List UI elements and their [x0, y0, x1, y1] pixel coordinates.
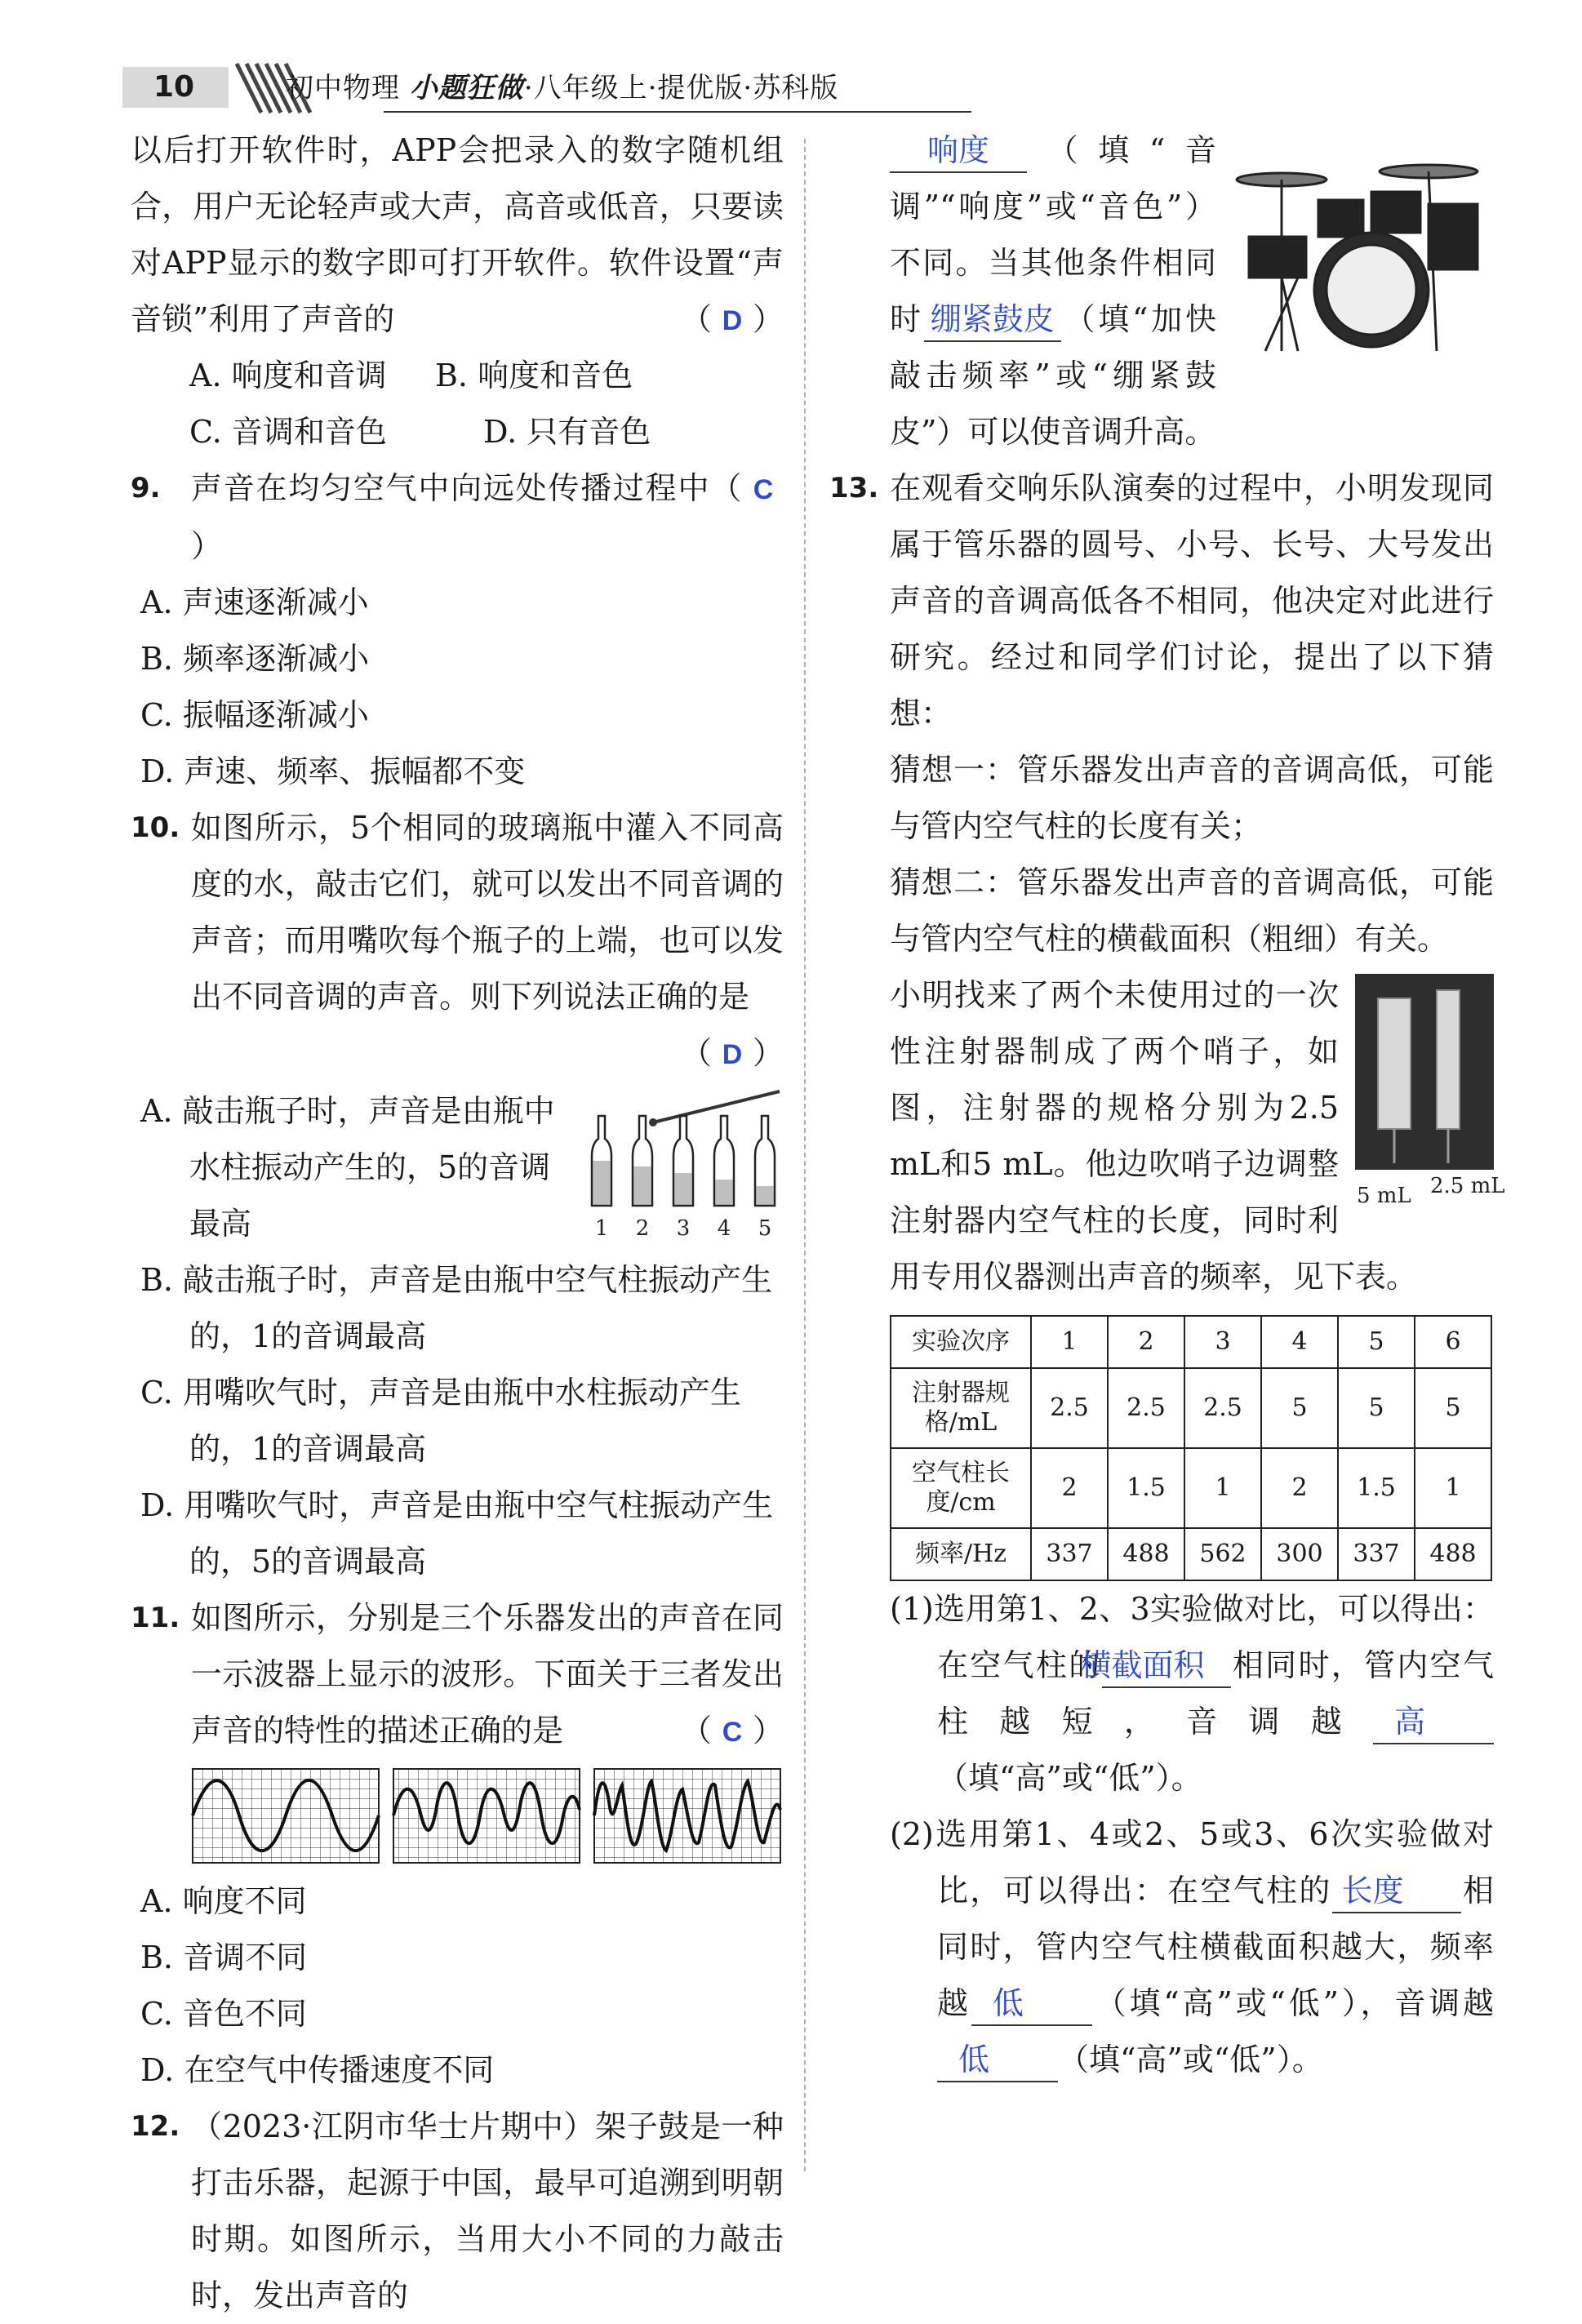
- q10-option-d: D. 用嘴吹气时，声音是由瓶中空气柱振动产生的，5的音调最高: [140, 1487, 774, 1580]
- q11-number: 11.: [131, 1602, 180, 1634]
- right-column: [829, 122, 1505, 2088]
- bottle-label-4: 4: [717, 1216, 731, 1241]
- q13-sub2-text-c: （填“高”或“低”），音调越: [1091, 1985, 1494, 2021]
- table-cell: 3: [1184, 1316, 1261, 1368]
- question-13: [829, 460, 1505, 2088]
- q13-syringe-block: [890, 967, 1505, 1305]
- q11-option-d: D. 在空气中传播速度不同: [140, 2052, 495, 2088]
- experiment-table: [890, 1315, 1492, 1581]
- syringes-figure: [1355, 974, 1505, 1211]
- left-column: [131, 122, 784, 2324]
- q13-number: 13.: [829, 472, 879, 504]
- q12-stem-part3: （填“加快敲击频率”或“绷紧鼓皮”）可以使音调升高。: [890, 301, 1216, 450]
- table-cell: 1.5: [1108, 1448, 1184, 1528]
- q13-sub1-fill-2[interactable]: 高: [1373, 1700, 1494, 1744]
- question-12-start: [131, 2099, 784, 2324]
- q13-sub-1: [890, 1581, 1494, 1806]
- header-rule: [384, 111, 971, 113]
- table-cell: 300: [1261, 1528, 1338, 1580]
- q13-sub1-text-a: (1)选用第1、2、3实验做对比，可以得出：在空气柱的: [890, 1591, 1494, 1683]
- bottle-label-1: 1: [594, 1216, 609, 1241]
- glass-bottles-figure: [580, 1083, 784, 1246]
- q9-option-b: B. 频率逐渐减小: [140, 641, 370, 677]
- table-row: [891, 1368, 1491, 1448]
- q10-option-c: C. 用嘴吹气时，声音是由瓶中水柱振动产生的，1的音调最高: [140, 1375, 741, 1467]
- header-title: [286, 72, 838, 104]
- question-9: [131, 460, 784, 800]
- q11-option-a: A. 响度不同: [140, 1883, 307, 1919]
- q9-option-a: A. 声速逐渐减小: [140, 584, 369, 620]
- drum-kit-figure: [1233, 155, 1494, 359]
- table-cell: 337: [1338, 1528, 1415, 1580]
- table-header-trial: 实验次序: [891, 1316, 1031, 1368]
- question-10: [131, 800, 784, 1590]
- q9-number: 9.: [131, 472, 161, 504]
- q12-fill-2[interactable]: 绷紧鼓皮: [924, 298, 1061, 342]
- table-row: [891, 1528, 1491, 1580]
- table-cell: 337: [1031, 1528, 1108, 1580]
- q8-option-c: C. 音调和音色: [189, 414, 387, 450]
- question-11: [131, 1590, 784, 2099]
- q13-sub1-text-b: 相同时，管内空气柱越短，音调越: [937, 1647, 1494, 1740]
- q10-stem-wrap: [131, 800, 784, 1025]
- page-number: 10: [122, 67, 229, 108]
- q11-answer-paren: （ C ）: [681, 1703, 784, 1761]
- table-cell: 2.5: [1184, 1368, 1261, 1448]
- q10-answer-paren: （ D ）: [131, 1025, 784, 1083]
- q12-stem-part1: （2023·江阴市华士片期中）架子鼓是一种打击乐器，起源于中国，最早可追溯到明朝时期。如图所示，当用大小不同的力敲击时，发出声音的: [191, 2108, 784, 2313]
- table-header-length: 空气柱长度/cm: [891, 1448, 1031, 1528]
- q10-option-b: B. 敲击瓶子时，声音是由瓶中空气柱振动产生的，1的音调最高: [140, 1262, 773, 1354]
- syringe-label-2-5ml: 2.5 mL: [1430, 1174, 1505, 1198]
- q10-options-with-figure: [131, 1083, 784, 1590]
- q8-stem: 以后打开软件时，APP会把录入的数字随机组合，用户无论轻声或大声，高音或低音，只要读对APP显示的数字即可打开软件。软件设置“声音锁”利用了声音的: [131, 132, 784, 337]
- q13-sub2-text-d: （填“高”或“低”）。: [1058, 2042, 1323, 2077]
- q10-answer: D: [722, 1039, 743, 1070]
- q12-stem-wrap: [131, 2099, 784, 2324]
- q9-stem: 声音在均匀空气中向远处传播过程中: [191, 470, 711, 506]
- column-divider: [804, 139, 806, 2171]
- q11-stem: 如图所示，分别是三个乐器发出的声音在同一示波器上显示的波形。下面关于三者发出声音的特性的描述正确的是: [191, 1600, 784, 1749]
- table-cell: 1: [1184, 1448, 1261, 1528]
- table-cell: 1: [1415, 1448, 1491, 1528]
- table-row: [891, 1316, 1491, 1368]
- q13-paragraph: 小明找来了两个未使用过的一次性注射器制成了两个哨子，如图，注射器的规格分别为2.5 mL和5 mL。他边吹哨子边调整注射器内空气柱的长度，同时利用专用仪器测出声音的频率，见下表。: [890, 977, 1418, 1295]
- q13-sub1-text-c: （填“高”或“低”）。: [937, 1760, 1202, 1796]
- q8-option-d: D. 只有音色: [483, 414, 651, 450]
- q8-answer: D: [722, 305, 743, 336]
- q13-body: [829, 742, 1505, 2088]
- q13-sub2-fill-2[interactable]: 低: [971, 1982, 1092, 2026]
- oscilloscope-waveforms-figure: [193, 1769, 780, 1867]
- q13-stem-wrap: [829, 460, 1494, 742]
- q9-option-d: D. 声速、频率、振幅都不变: [140, 753, 526, 789]
- table-cell: 4: [1261, 1316, 1338, 1368]
- q13-sub2-fill-3[interactable]: 低: [937, 2038, 1058, 2082]
- q10-option-a: A. 敲击瓶子时，声音是由瓶中水柱振动产生的，5的音调最高: [140, 1093, 555, 1242]
- q9-option-c: C. 振幅逐渐减小: [140, 697, 369, 733]
- q11-stem-wrap: [131, 1590, 784, 1759]
- q8-options-row1: [131, 348, 681, 404]
- table-cell: 1.5: [1338, 1448, 1415, 1528]
- table-cell: 5: [1338, 1368, 1415, 1448]
- table-cell: 5: [1261, 1368, 1338, 1448]
- table-cell: 6: [1415, 1316, 1491, 1368]
- bottle-label-5: 5: [758, 1216, 772, 1241]
- q13-sub2-text-b: 相同时，管内空气柱横截面积越大，频率越: [937, 1873, 1494, 2021]
- table-header-frequency: 频率/Hz: [891, 1528, 1031, 1580]
- header-title-prefix: 初中物理: [286, 72, 400, 104]
- q8-answer-paren: （ D ）: [681, 291, 784, 349]
- q8-option-b: B. 响度和音色: [434, 358, 633, 393]
- q8-stem-wrap: [131, 122, 784, 348]
- q13-guess-1: 猜想一：管乐器发出声音的音调高低，可能与管内空气柱的长度有关；: [890, 752, 1494, 844]
- table-cell: 488: [1108, 1528, 1184, 1580]
- page-header: [122, 64, 857, 113]
- syringe-label-5ml: 5 mL: [1357, 1184, 1411, 1208]
- table-cell: 2: [1031, 1448, 1108, 1528]
- table-cell: 5: [1415, 1368, 1491, 1448]
- q13-sub1-fill-1[interactable]: 横截面积: [1102, 1644, 1231, 1688]
- q12-stem-part2: （填“音调”“响度”或“音色”）不同。当其他条件相同时: [890, 132, 1216, 337]
- table-cell: 488: [1415, 1528, 1491, 1580]
- brand-logo: 小题狂做: [409, 72, 524, 104]
- q10-stem: 如图所示，5个相同的玻璃瓶中灌入不同高度的水，敲击它们，就可以发出不同音调的声音；而用嘴吹每个瓶子的上端，也可以发出不同音调的声音。则下列说法正确的是: [191, 810, 784, 1015]
- q11-option-c: C. 音色不同: [140, 1996, 307, 2032]
- table-cell: 2.5: [1031, 1368, 1108, 1448]
- q12-number: 12.: [131, 2110, 180, 2143]
- table-cell: 5: [1338, 1316, 1415, 1368]
- table-cell: 1: [1031, 1316, 1108, 1368]
- table-cell: 562: [1184, 1528, 1261, 1580]
- table-cell: 2.5: [1108, 1368, 1184, 1448]
- q13-guess-2: 猜想二：管乐器发出声音的音调高低，可能与管内空气柱的横截面积（粗细）有关。: [890, 864, 1494, 957]
- q8-options-row2: [131, 404, 784, 460]
- q9-answer: C: [753, 474, 774, 505]
- question-12-continued: [890, 122, 1494, 460]
- q10-number: 10.: [131, 811, 180, 844]
- q13-sub-2: [890, 1806, 1494, 2088]
- q13-stem: 在观看交响乐队演奏的过程中，小明发现同属于管乐器的圆号、小号、长号、大号发出声音的音调高低各不相同，他决定对此进行研究。经过和同学们讨论，提出了以下猜想：: [890, 470, 1494, 731]
- bottle-label-3: 3: [676, 1216, 691, 1241]
- table-cell: 2: [1108, 1316, 1184, 1368]
- table-row: [891, 1448, 1491, 1528]
- header-title-suffix: ·八年级上·提优版·苏科版: [523, 72, 839, 104]
- table-cell: 2: [1261, 1448, 1338, 1528]
- q12-fill-1[interactable]: 响度: [890, 129, 1027, 173]
- q8-option-a: A. 响度和音调: [189, 358, 387, 393]
- q13-sub2-text-a: (2)选用第1、4或2、5或3、6次实验做对比，可以得出：在空气柱的: [890, 1816, 1494, 1909]
- question-8: [131, 122, 784, 460]
- table-header-spec: 注射器规格/mL: [891, 1368, 1031, 1448]
- q9-stem-wrap: 9. 声音在均匀空气中向远处传播过程中（ C）: [131, 460, 784, 575]
- q11-option-b: B. 音调不同: [140, 1940, 308, 1975]
- q11-answer: C: [722, 1717, 743, 1748]
- bottle-label-2: 2: [635, 1216, 650, 1241]
- q13-sub2-fill-1[interactable]: 长度: [1332, 1869, 1461, 1913]
